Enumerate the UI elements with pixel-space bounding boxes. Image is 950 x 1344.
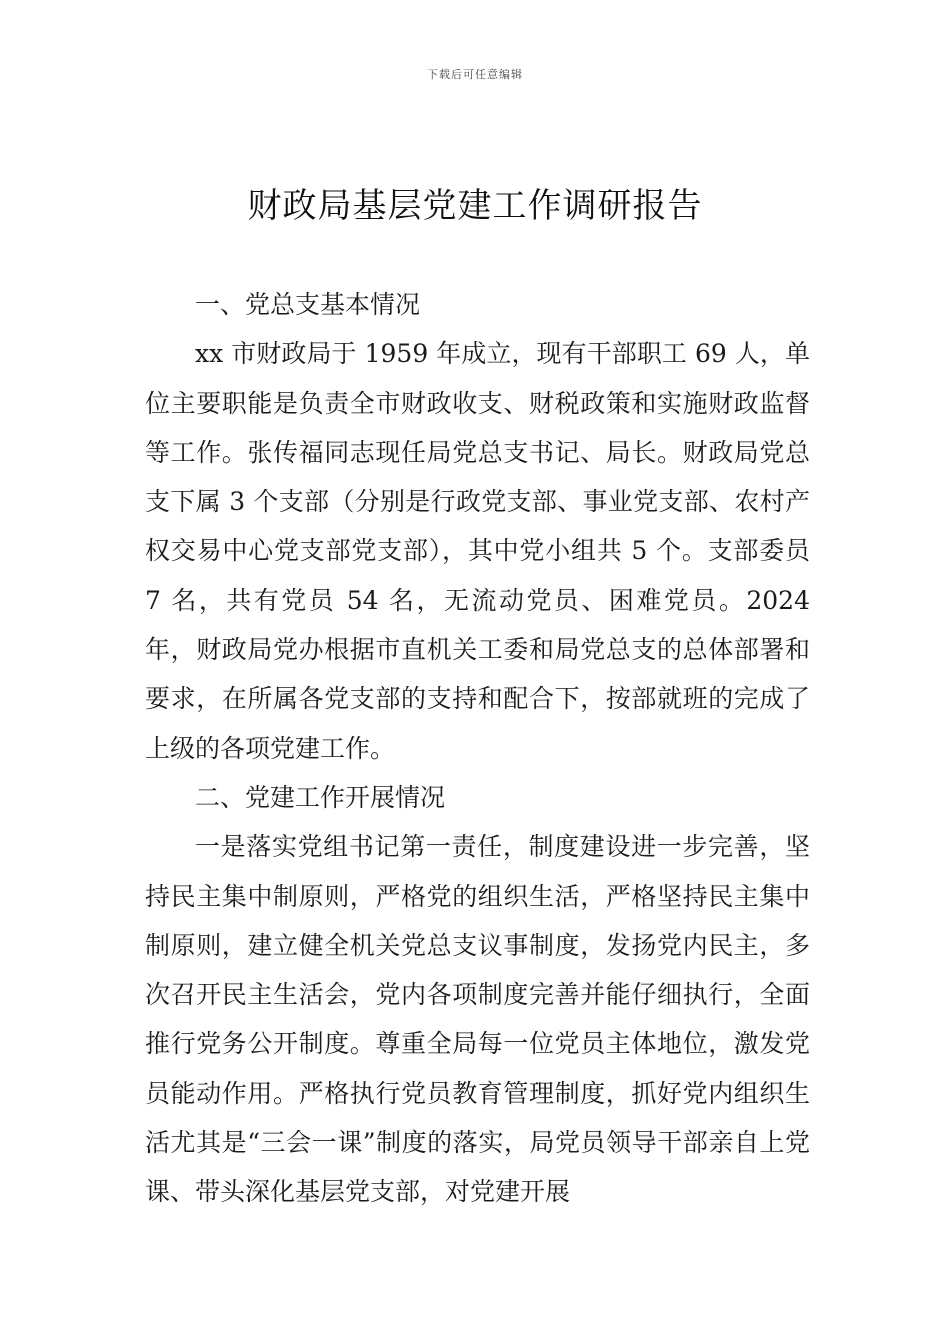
section-paragraph-1: xx 市财政局于 1959 年成立，现有干部职工 69 人，单位主要职能是负责全市财政收支、财税政策和实施财政监督等工作。张传福同志现任局党总支书记、局长。财政局党总支下属 3 个支部（分别是行政党支部、事业党支部、农村产权交易中心党支部党支部），其中党小组共 5 个。支部委员 7 名，共有党员 54 名，无流动党员、困难党员。2024 年，财政局党办根据市直机关工委和局党总支的总体部署和要求，在所属各党支部的支持和配合下，按部就班的完成了上级的各项党建工作。 (145, 339, 810, 763)
section-heading-1: 一、党总支基本情况 (195, 290, 421, 319)
section-heading-2: 二、党建工作开展情况 (195, 782, 446, 812)
header-note: 下载后可任意编辑 (427, 68, 523, 81)
document-title: 财政局基层党建工作调研报告 (247, 186, 703, 226)
document-body (145, 280, 810, 1217)
section-paragraph-2: 一是落实党组书记第一责任，制度建设进一步完善，坚持民主集中制原则，严格党的组织生活，严格坚持民主集中制原则，建立健全机关党总支议事制度，发扬党内民主，多次召开民主生活会，党内各项制度完善并能仔细执行，全面推行党务公开制度。尊重全局每一位党员主体地位，激发党员能动作用。严格执行党员教育管理制度，抓好党内组织生活尤其是“三会一课”制度的落实，局党员领导干部亲自上党课、带头深化基层党支部，对党建开展 (145, 832, 810, 1207)
